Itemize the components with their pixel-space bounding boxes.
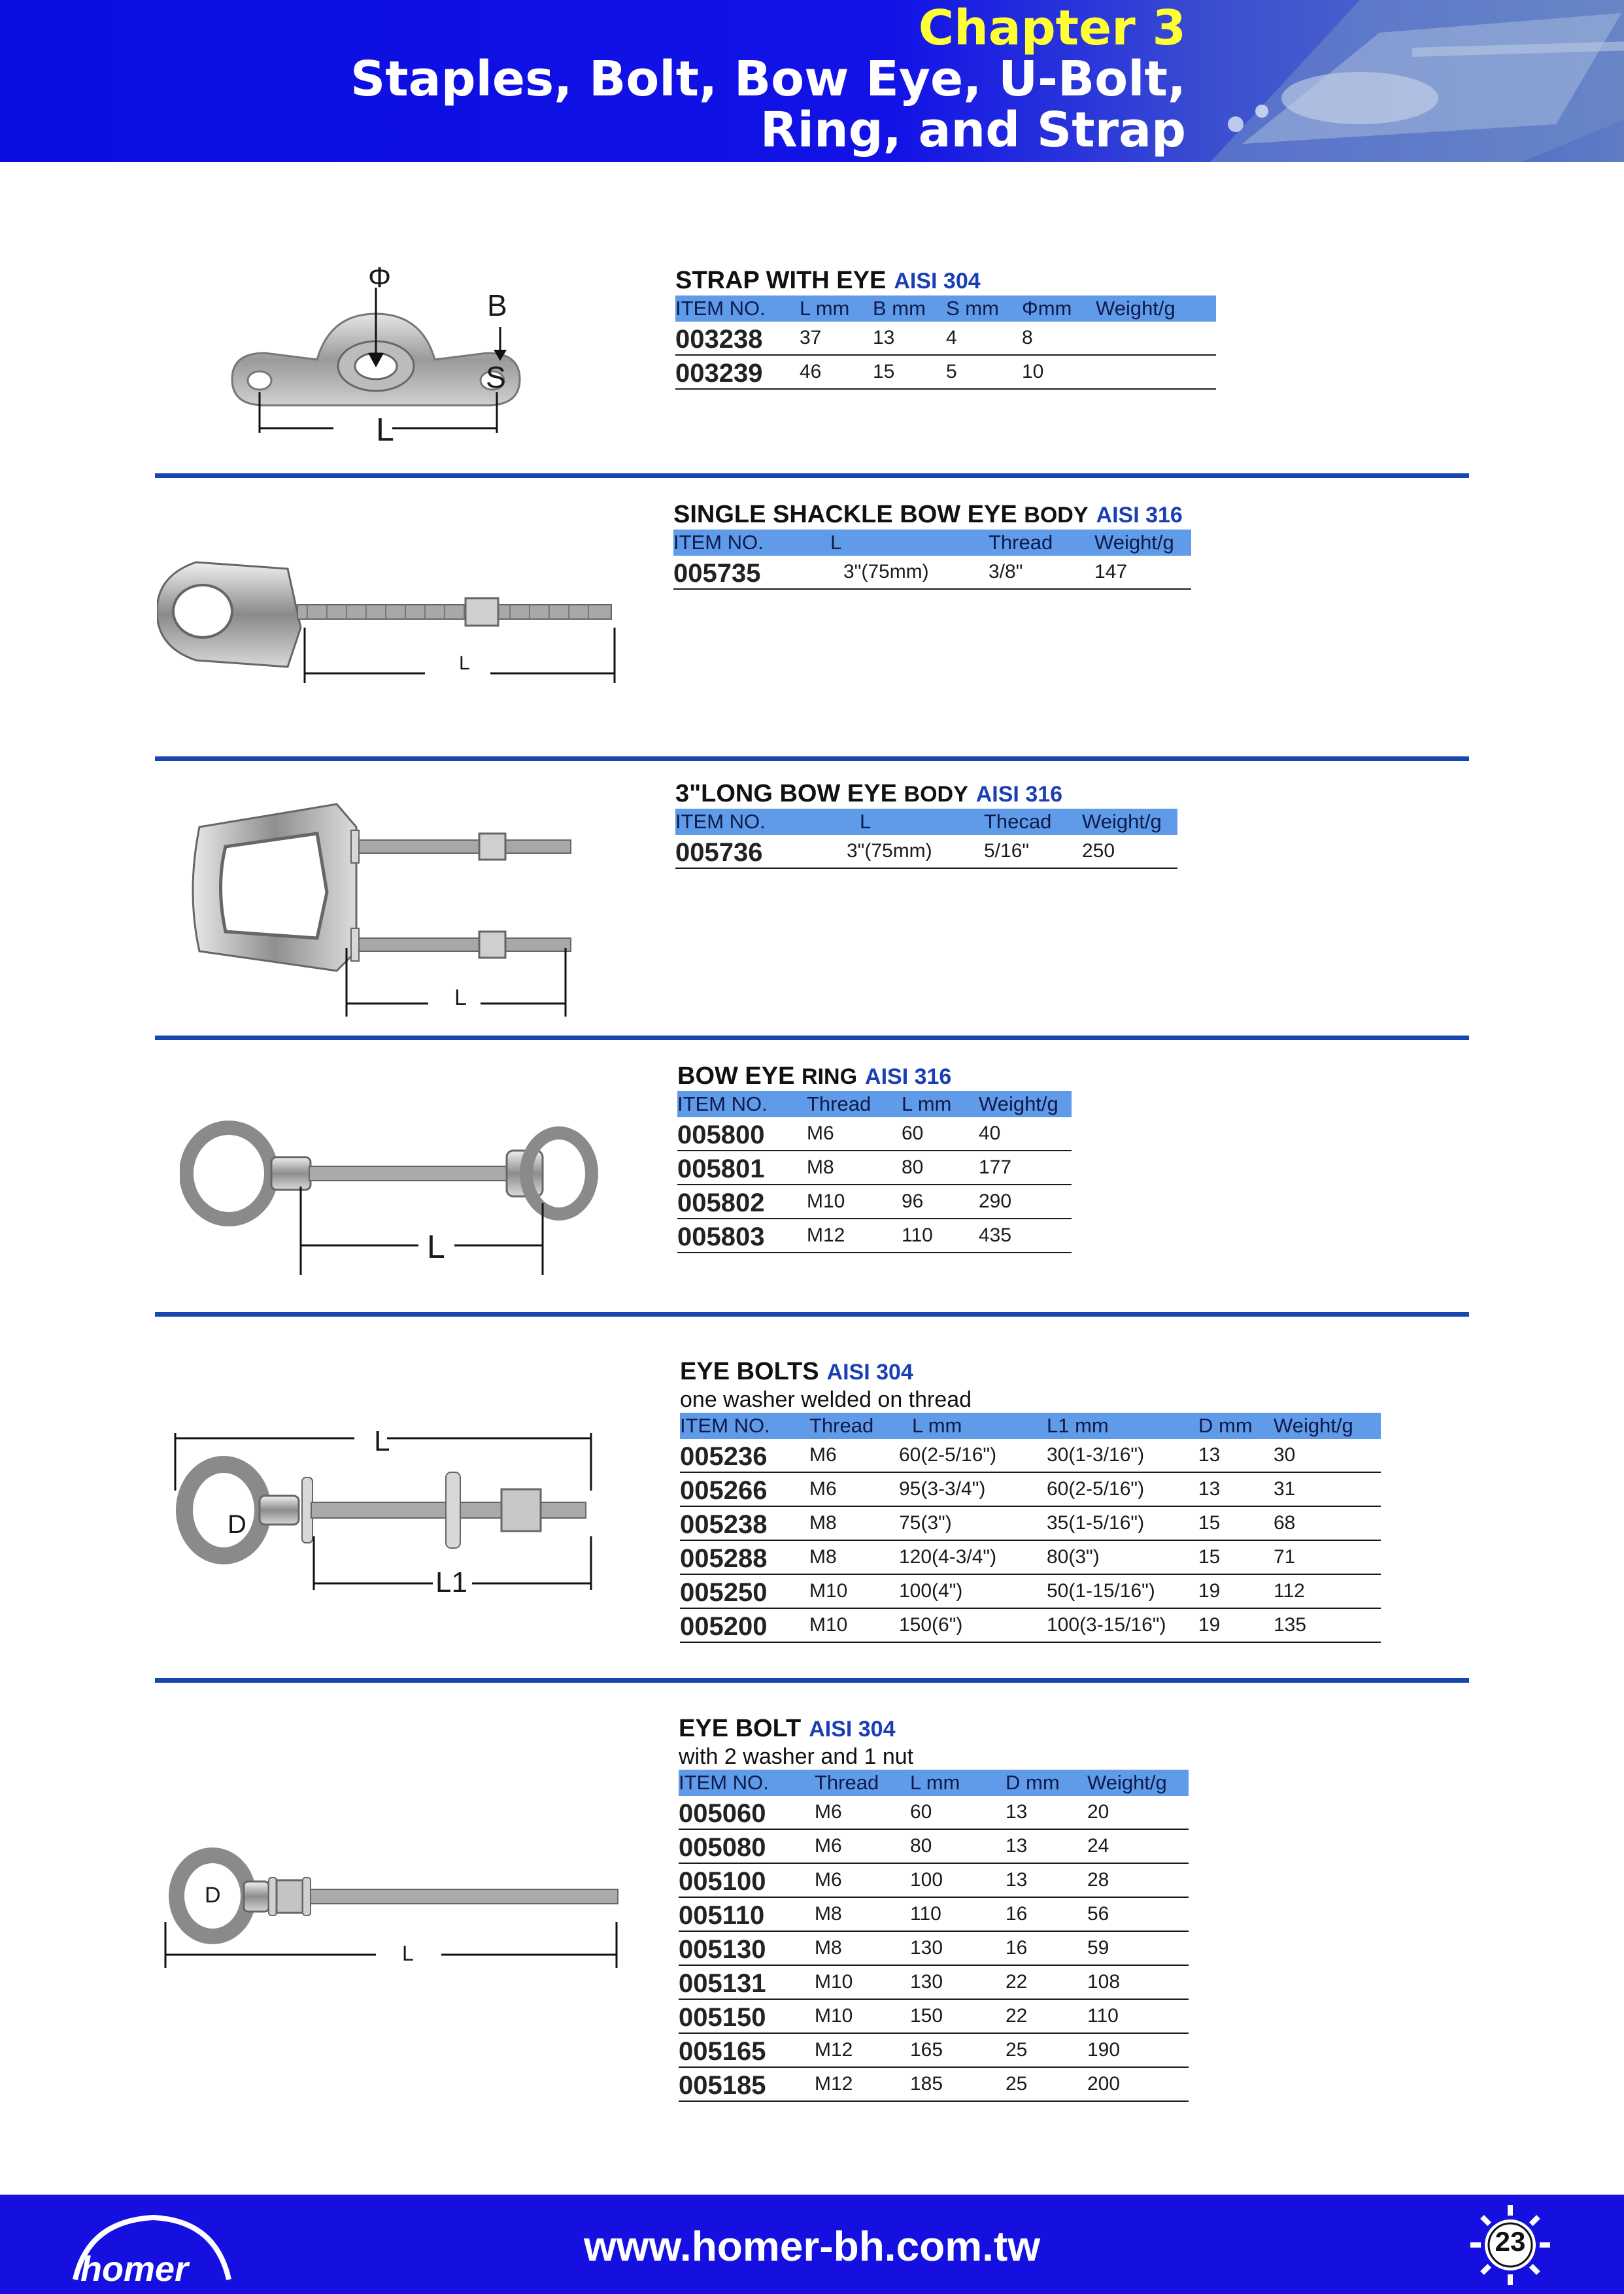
cell: 13: [1006, 1863, 1087, 1897]
col-header: Thread: [989, 530, 1094, 556]
cell: 135: [1274, 1608, 1381, 1642]
item-number: 005801: [677, 1151, 807, 1185]
cell: M6: [815, 1829, 910, 1863]
table-row: [677, 1151, 1072, 1185]
col-header: S mm: [946, 295, 1022, 322]
cell: 20: [1087, 1796, 1189, 1829]
col-header: Φmm: [1022, 295, 1096, 322]
table-row: [679, 2033, 1189, 2067]
col-header: Thread: [809, 1413, 899, 1439]
cell: M10: [807, 1185, 902, 1219]
col-header: Weight/g: [1274, 1413, 1381, 1439]
table-row: [679, 1829, 1189, 1863]
cell: 16: [1006, 1897, 1087, 1931]
col-header: ITEM NO.: [679, 1770, 815, 1796]
cell: 147: [1094, 556, 1191, 589]
cell: M8: [809, 1506, 899, 1540]
diagram-label-l: L: [427, 1228, 445, 1265]
cell: 22: [1006, 1999, 1087, 2033]
cell: [1096, 355, 1216, 389]
cell: 50(1-15/16"): [1047, 1574, 1198, 1608]
material-grade: AISI 304: [894, 269, 981, 294]
cell: 200: [1087, 2067, 1189, 2101]
spec-table: [677, 1091, 1072, 1253]
item-number: 005288: [680, 1540, 809, 1574]
product-subtitle: one washer welded on thread: [680, 1387, 972, 1412]
item-number: 005238: [680, 1506, 809, 1540]
deck-hardware-photo: [1164, 0, 1624, 162]
diagram-label-d: D: [228, 1510, 246, 1539]
product-title: [677, 1062, 1072, 1091]
table-row: [675, 322, 1216, 355]
table-row: [679, 1897, 1189, 1931]
cell: 96: [902, 1185, 979, 1219]
cell: 13: [873, 322, 946, 355]
cell: 60(2-5/16"): [1047, 1472, 1198, 1506]
col-header: D mm: [1198, 1413, 1274, 1439]
col-header: Weight/g: [979, 1091, 1072, 1117]
diagram-label-phi: Φ: [368, 261, 392, 294]
product-bow-eye-ring: [677, 1062, 1072, 1253]
table-row: [679, 1863, 1189, 1897]
cell: M8: [815, 1931, 910, 1965]
col-header: L: [830, 530, 989, 556]
cell: 190: [1087, 2033, 1189, 2067]
cell: 30: [1274, 1439, 1381, 1472]
product-name: SINGLE SHACKLE BOW EYE: [673, 501, 1017, 528]
product-name: BOW EYE: [677, 1062, 795, 1090]
diagram-label-l: L: [374, 1425, 390, 1457]
diagram-label-l: L: [402, 1942, 414, 1965]
cell: 24: [1087, 1829, 1189, 1863]
cell: 22: [1006, 1965, 1087, 1999]
item-number: 005800: [677, 1117, 807, 1151]
cell: 60(2-5/16"): [899, 1439, 1047, 1472]
material-grade: AISI 316: [975, 782, 1063, 807]
cell: 60: [910, 1796, 1006, 1829]
item-number: 003239: [675, 355, 800, 389]
table-row: [680, 1574, 1381, 1608]
cell: M10: [809, 1608, 899, 1642]
cell: 13: [1006, 1829, 1087, 1863]
spec-table: [675, 809, 1177, 869]
product-title: [675, 266, 1216, 295]
cell: 290: [979, 1185, 1072, 1219]
item-number: 005080: [679, 1829, 815, 1863]
cell: 10: [1022, 355, 1096, 389]
product-eye-bolt: [679, 1714, 1189, 2102]
product-name-suffix: BODY: [1024, 503, 1089, 528]
diagram-label-s: S: [486, 360, 506, 394]
section-divider: [155, 1036, 1469, 1040]
table-row: [679, 1965, 1189, 1999]
cell: 5/16": [984, 835, 1082, 868]
cell: 435: [979, 1219, 1072, 1253]
page-number: 23: [1495, 2226, 1526, 2257]
cell: 80: [902, 1151, 979, 1185]
cell: 31: [1274, 1472, 1381, 1506]
material-grade: AISI 304: [809, 1717, 896, 1742]
item-number: 005266: [680, 1472, 809, 1506]
col-header: ITEM NO.: [677, 1091, 807, 1117]
table-row: [680, 1439, 1381, 1472]
table-row: [675, 355, 1216, 389]
product-title: [680, 1357, 1381, 1387]
diagram-label-d: D: [205, 1883, 221, 1908]
long-bow-eye-diagram: [186, 794, 579, 1023]
item-number: 005250: [680, 1574, 809, 1608]
col-header: ITEM NO.: [680, 1413, 809, 1439]
cell: 120(4-3/4"): [899, 1540, 1047, 1574]
product-name: EYE BOLT: [679, 1715, 802, 1742]
col-header: Weight/g: [1082, 809, 1177, 835]
spec-table: [675, 295, 1216, 390]
cell: M8: [815, 1897, 910, 1931]
cell: 108: [1087, 1965, 1189, 1999]
col-header: Thread: [815, 1770, 910, 1796]
product-name: STRAP WITH EYE: [675, 267, 887, 294]
item-number: 005236: [680, 1439, 809, 1472]
table-row: [675, 835, 1177, 868]
col-header: Weight/g: [1087, 1770, 1189, 1796]
cell: [1096, 322, 1216, 355]
cell: 112: [1274, 1574, 1381, 1608]
item-number: 005130: [679, 1931, 815, 1965]
cell: 35(1-5/16"): [1047, 1506, 1198, 1540]
cell: 30(1-3/16"): [1047, 1439, 1198, 1472]
cell: 25: [1006, 2033, 1087, 2067]
cell: 16: [1006, 1931, 1087, 1965]
table-row: [673, 556, 1191, 589]
cell: 13: [1198, 1472, 1274, 1506]
col-header: L1 mm: [1047, 1413, 1198, 1439]
cell: M12: [815, 2067, 910, 2101]
table-row: [679, 1931, 1189, 1965]
product-title: [679, 1714, 1189, 1744]
col-header: Thread: [807, 1091, 902, 1117]
cell: 80: [910, 1829, 1006, 1863]
cell: 46: [800, 355, 873, 389]
item-number: 005802: [677, 1185, 807, 1219]
header-banner: [0, 0, 1624, 162]
cell: 28: [1087, 1863, 1189, 1897]
item-number: 005735: [673, 556, 830, 589]
product-subtitle: with 2 washer and 1 nut: [679, 1744, 914, 1769]
table-row: [680, 1540, 1381, 1574]
website-url[interactable]: www.homer-bh.com.tw: [583, 2223, 1041, 2270]
table-row: [677, 1219, 1072, 1253]
cell: 110: [910, 1897, 1006, 1931]
cell: 250: [1082, 835, 1177, 868]
cell: 40: [979, 1117, 1072, 1151]
cell: M10: [815, 1999, 910, 2033]
cell: M6: [809, 1472, 899, 1506]
product-long-bow-eye: [675, 779, 1177, 869]
col-header: ITEM NO.: [673, 530, 830, 556]
diagram-label-l1: L1: [435, 1566, 467, 1598]
cell: 3/8": [989, 556, 1094, 589]
spec-table: [673, 530, 1191, 590]
product-strap-with-eye: [675, 266, 1216, 390]
table-row: [679, 1999, 1189, 2033]
cell: 25: [1006, 2067, 1087, 2101]
table-row: [680, 1506, 1381, 1540]
col-header: D mm: [1006, 1770, 1087, 1796]
cell: M12: [807, 1219, 902, 1253]
cell: 100(4"): [899, 1574, 1047, 1608]
item-number: 003238: [675, 322, 800, 355]
cell: M6: [809, 1439, 899, 1472]
cell: 100: [910, 1863, 1006, 1897]
diagram-label-b: B: [487, 288, 507, 322]
cell: 5: [946, 355, 1022, 389]
cell: M8: [809, 1540, 899, 1574]
item-number: 005110: [679, 1897, 815, 1931]
page-title-line1: Staples, Bolt, Bow Eye, U-Bolt,: [350, 51, 1186, 107]
material-grade: AISI 304: [826, 1360, 913, 1385]
cell: 165: [910, 2033, 1006, 2067]
cell: 150: [910, 1999, 1006, 2033]
material-grade: AISI 316: [865, 1064, 952, 1089]
product-name: 3"LONG BOW EYE: [675, 780, 897, 807]
table-row: [680, 1608, 1381, 1642]
col-header: ITEM NO.: [675, 295, 800, 322]
cell: 100(3-15/16"): [1047, 1608, 1198, 1642]
page-title-line2: Ring, and Strap: [760, 102, 1186, 158]
cell: M6: [815, 1796, 910, 1829]
product-title: [673, 500, 1191, 530]
single-shackle-bow-eye-diagram: [157, 549, 628, 700]
logo-brand-text: homer: [80, 2250, 189, 2289]
col-header: L mm: [899, 1413, 1047, 1439]
cell: M6: [807, 1117, 902, 1151]
cell: 68: [1274, 1506, 1381, 1540]
cell: 110: [1087, 1999, 1189, 2033]
cell: M6: [815, 1863, 910, 1897]
item-number: 005185: [679, 2067, 815, 2101]
cell: M10: [809, 1574, 899, 1608]
col-header: L mm: [800, 295, 873, 322]
col-header: L: [820, 809, 984, 835]
section-divider: [155, 1678, 1469, 1683]
cell: 75(3"): [899, 1506, 1047, 1540]
item-number: 005060: [679, 1796, 815, 1829]
cell: 8: [1022, 322, 1096, 355]
cell: 71: [1274, 1540, 1381, 1574]
table-row: [677, 1117, 1072, 1151]
table-row: [679, 1796, 1189, 1829]
section-divider: [155, 1312, 1469, 1317]
cell: 56: [1087, 1897, 1189, 1931]
item-number: 005150: [679, 1999, 815, 2033]
col-header: L mm: [902, 1091, 979, 1117]
section-divider: [155, 473, 1469, 478]
col-header: Thecad: [984, 809, 1082, 835]
table-row: [680, 1472, 1381, 1506]
cell: 150(6"): [899, 1608, 1047, 1642]
spec-table: [679, 1770, 1189, 2102]
diagram-label-l: L: [376, 411, 394, 448]
eye-bolt-diagram: [160, 1837, 631, 1987]
product-eye-bolts: [680, 1357, 1381, 1643]
cell: 130: [910, 1931, 1006, 1965]
cell: 80(3"): [1047, 1540, 1198, 1574]
footer-bar: [0, 2195, 1624, 2294]
cell: 15: [873, 355, 946, 389]
eye-bolts-diagram: [171, 1419, 603, 1608]
cell: M10: [815, 1965, 910, 1999]
item-number: 005200: [680, 1608, 809, 1642]
product-single-shackle-bow-eye: [673, 500, 1191, 590]
cell: 37: [800, 322, 873, 355]
spec-table: [680, 1413, 1381, 1643]
item-number: 005803: [677, 1219, 807, 1253]
cell: 130: [910, 1965, 1006, 1999]
table-row: [677, 1185, 1072, 1219]
diagram-label-l: L: [459, 652, 470, 674]
item-number: 005131: [679, 1965, 815, 1999]
cell: 3"(75mm): [820, 835, 984, 868]
cell: 15: [1198, 1540, 1274, 1574]
diagram-label-l: L: [454, 985, 467, 1010]
cell: M8: [807, 1151, 902, 1185]
col-header: ITEM NO.: [675, 809, 820, 835]
product-title: [675, 779, 1177, 809]
item-number: 005736: [675, 835, 820, 868]
item-number: 005100: [679, 1863, 815, 1897]
table-row: [679, 2067, 1189, 2101]
material-grade: AISI 316: [1096, 503, 1183, 528]
product-name-suffix: BODY: [904, 782, 968, 807]
cell: 19: [1198, 1608, 1274, 1642]
item-number: 005165: [679, 2033, 815, 2067]
cell: 60: [902, 1117, 979, 1151]
cell: 4: [946, 322, 1022, 355]
col-header: B mm: [873, 295, 946, 322]
col-header: Weight/g: [1096, 295, 1216, 322]
bow-eye-ring-diagram: [180, 1105, 598, 1281]
product-name-suffix: RING: [802, 1064, 858, 1089]
cell: M12: [815, 2033, 910, 2067]
cell: 13: [1198, 1439, 1274, 1472]
cell: 19: [1198, 1574, 1274, 1608]
cell: 59: [1087, 1931, 1189, 1965]
cell: 177: [979, 1151, 1072, 1185]
cell: 15: [1198, 1506, 1274, 1540]
cell: 95(3-3/4"): [899, 1472, 1047, 1506]
cell: 185: [910, 2067, 1006, 2101]
chapter-label: Chapter 3: [918, 0, 1186, 56]
cell: 13: [1006, 1796, 1087, 1829]
col-header: L mm: [910, 1770, 1006, 1796]
product-name: EYE BOLTS: [680, 1358, 819, 1385]
cell: 110: [902, 1219, 979, 1253]
cell: 3"(75mm): [830, 556, 989, 589]
strap-with-eye-diagram: [219, 261, 533, 451]
section-divider: [155, 756, 1469, 761]
col-header: Weight/g: [1094, 530, 1191, 556]
